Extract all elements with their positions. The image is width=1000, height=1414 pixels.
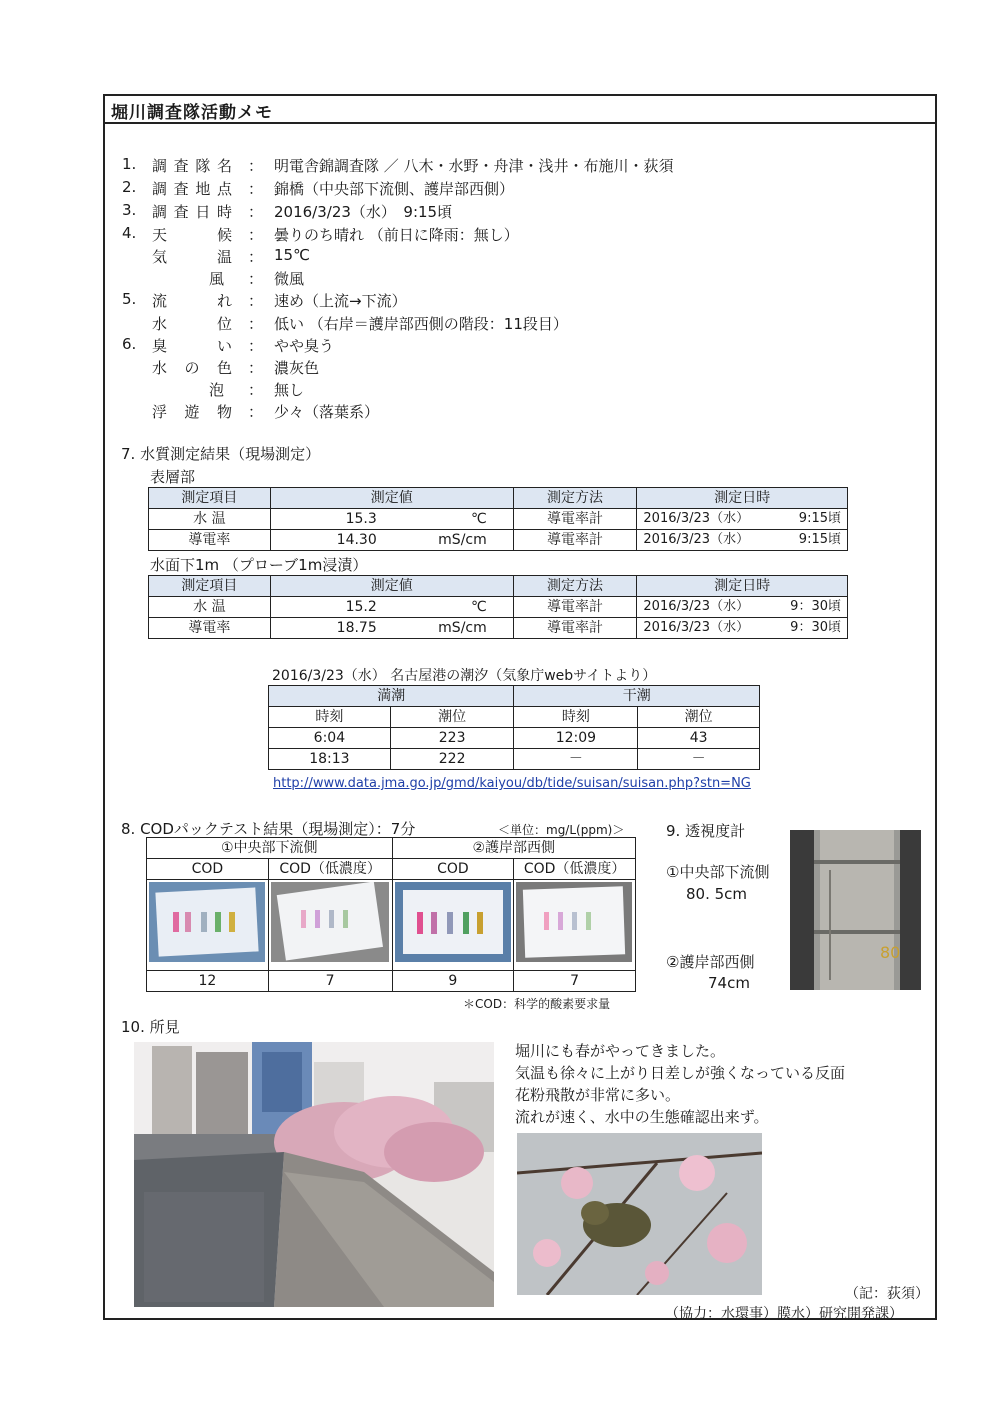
table-cell: 222: [390, 749, 514, 770]
item-label: 泡: [208, 381, 224, 399]
cell-method: 導電率計: [513, 597, 637, 618]
cod-test-photo: [395, 882, 511, 962]
bird-blossom-photo: [517, 1133, 762, 1295]
item-label: 水位: [152, 315, 232, 333]
cell-item: 導電率: [149, 618, 271, 639]
tide-caption: 2016/3/23（水） 名古屋港の潮汐（気象庁webサイトより）: [272, 668, 657, 684]
cell-method: 導電率計: [513, 530, 637, 551]
high-tide-header: 満潮: [269, 686, 514, 707]
item-separator: ：: [248, 270, 264, 288]
cell-unit: ℃: [471, 511, 487, 527]
item-separator: ：: [248, 226, 264, 244]
table-cell: －: [514, 749, 638, 770]
col-header: 潮位: [638, 707, 760, 728]
point1-label: ①中央部下流側: [666, 863, 770, 881]
findings-line: 堀川にも春がやってきました。: [515, 1042, 726, 1060]
cell-value: 15.3: [345, 511, 377, 527]
item-label: 天候: [152, 226, 232, 244]
cod-note: ＊COD：科学的酸素要求量: [463, 997, 611, 1011]
col-header: 時刻: [514, 707, 638, 728]
item-value: 無し: [274, 381, 305, 399]
item-separator: ：: [248, 248, 264, 266]
credit-note: （協力：水環事）膜水）研究開発課）: [665, 1306, 903, 1322]
item-label: 調査日時: [152, 203, 232, 221]
cell-value: 15.2: [345, 599, 377, 615]
cell-unit: mS/cm: [438, 532, 487, 548]
col-header: 潮位: [390, 707, 514, 728]
cell-method: 導電率計: [513, 509, 637, 530]
table-cell: －: [638, 749, 760, 770]
item-label: 調査隊名: [152, 157, 232, 175]
cell-time: 9：30頃: [790, 599, 841, 614]
cell-method: 導電率計: [513, 618, 637, 639]
table-row: [149, 509, 848, 530]
item-separator: ：: [248, 381, 264, 399]
item-value: 速め（上流→下流）: [274, 292, 407, 310]
cod-value: 9: [392, 971, 514, 992]
table-cell: 43: [638, 728, 760, 749]
findings-line: 花粉飛散が非常に多い。: [515, 1086, 681, 1104]
cell-date: 2016/3/23（水）: [643, 532, 750, 547]
col-header: 時刻: [269, 707, 391, 728]
item-separator: ：: [248, 180, 264, 198]
col-header: COD: [392, 859, 514, 880]
col-header: 測定日時: [637, 576, 848, 597]
cell-time: 9:15頃: [798, 511, 841, 526]
cod-test-photo: [149, 882, 265, 962]
item-label: 流れ: [152, 292, 232, 310]
item-label: 気温: [152, 248, 232, 266]
point2-label: ②護岸部西側: [666, 953, 755, 971]
transparency-heading: 9. 透視度計: [666, 822, 746, 840]
cell-time: 9:15頃: [798, 532, 841, 547]
table-row: [269, 728, 760, 749]
cell-date: 2016/3/23（水）: [643, 599, 750, 614]
cod-unit: ＜単位：mg/L(ppm)＞: [498, 823, 625, 837]
table-row: [149, 530, 848, 551]
table-row: [269, 749, 760, 770]
cod-photo-cell: [268, 880, 392, 971]
item-value: 錦橋（中央部下流側、護岸部西側）: [274, 180, 515, 198]
item-value: やや臭う: [274, 337, 335, 355]
jma-link[interactable]: http://www.data.jma.go.jp/gmd/kaiyou/db/tide/suisan/suisan.php?stn=NG: [273, 776, 751, 791]
cell-item: 水 温: [149, 509, 271, 530]
tide-table: [268, 685, 760, 770]
item-label: 臭い: [152, 337, 232, 355]
item-separator: ：: [248, 203, 264, 221]
recorder-note: （記：荻須）: [845, 1286, 929, 1302]
title-divider: [103, 122, 937, 124]
item-number: 1.: [122, 155, 137, 173]
cod-heading: 8. CODパックテスト結果（現場測定）：7分: [121, 820, 416, 838]
transparency-tube-photo: [790, 830, 921, 990]
findings-line: 気温も徐々に上がり日差しが強くなっている反面: [515, 1064, 846, 1082]
cell-time: 9：30頃: [790, 620, 841, 635]
col-header: COD（低濃度）: [268, 859, 392, 880]
item-value: 2016/3/23（水） 9:15頃: [274, 203, 453, 221]
findings-line: 流れが速く、水中の生態確認出来ず。: [515, 1108, 769, 1126]
col-header: 測定方法: [513, 488, 637, 509]
cod-table: [146, 837, 636, 992]
table-cell: 18:13: [269, 749, 391, 770]
item-label: 水の色: [152, 359, 232, 377]
item-separator: ：: [248, 157, 264, 175]
table-cell: 6:04: [269, 728, 391, 749]
item-number: 5.: [122, 290, 137, 308]
col-header: 測定項目: [149, 576, 271, 597]
table-row: [149, 597, 848, 618]
surface-table: [148, 487, 848, 551]
cod-test-photo: [271, 882, 389, 962]
item-separator: ：: [248, 315, 264, 333]
wq-heading: 7. 水質測定結果（現場測定）: [121, 445, 321, 463]
item-number: 3.: [122, 201, 137, 219]
group-header: ①中央部下流側: [147, 838, 393, 859]
item-number: 4.: [122, 224, 137, 242]
item-value: 濃灰色: [274, 359, 320, 377]
surface-label: 表層部: [150, 468, 196, 486]
page-title: 堀川調査隊活動メモ: [111, 103, 273, 123]
item-value: 少々（落葉系）: [274, 403, 380, 421]
item-label: 風: [208, 270, 224, 288]
item-value: 低い （右岸＝護岸部西側の階段：11段目）: [274, 315, 568, 333]
cell-date: 2016/3/23（水）: [643, 620, 750, 635]
item-label: 調査地点: [152, 180, 232, 198]
cod-value: 12: [147, 971, 269, 992]
table-cell: 12:09: [514, 728, 638, 749]
point1-value: 80. 5cm: [686, 885, 748, 903]
cell-value: 14.30: [336, 532, 377, 548]
scale-mark: 80: [880, 943, 901, 962]
item-separator: ：: [248, 359, 264, 377]
col-header: COD: [147, 859, 269, 880]
item-separator: ：: [248, 337, 264, 355]
item-number: 6.: [122, 335, 137, 353]
item-separator: ：: [248, 292, 264, 310]
col-header: 測定日時: [637, 488, 848, 509]
table-cell: 223: [390, 728, 514, 749]
item-value: 微風: [274, 270, 305, 288]
findings-heading: 10. 所見: [121, 1018, 180, 1036]
col-header: 測定方法: [513, 576, 637, 597]
cell-item: 導電率: [149, 530, 271, 551]
low-tide-header: 干潮: [514, 686, 760, 707]
col-header: 測定値: [270, 576, 513, 597]
item-label: 浮遊物: [152, 403, 232, 421]
cell-value: 18.75: [336, 620, 377, 636]
col-header: 測定項目: [149, 488, 271, 509]
cod-value: 7: [514, 971, 636, 992]
cod-photo-cell: [392, 880, 514, 971]
item-value: 明電舎錦調査隊 ／ 八木・水野・舟津・浅井・布施川・荻須: [274, 157, 674, 175]
cod-test-photo: [516, 882, 632, 962]
cell-date: 2016/3/23（水）: [643, 511, 750, 526]
deep-label: 水面下1m （プローブ1m浸漬）: [150, 556, 368, 574]
col-header: COD（低濃度）: [514, 859, 636, 880]
table-row: [149, 618, 848, 639]
river-photo: [134, 1042, 494, 1307]
col-header: 測定値: [270, 488, 513, 509]
cod-value: 7: [268, 971, 392, 992]
cod-photo-cell: [147, 880, 269, 971]
item-value: 曇りのち晴れ （前日に降雨：無し）: [274, 226, 519, 244]
item-value: 15℃: [274, 246, 310, 264]
point2-value: 74cm: [708, 974, 750, 992]
cell-unit: mS/cm: [438, 620, 487, 636]
cell-item: 水 温: [149, 597, 271, 618]
item-number: 2.: [122, 178, 137, 196]
cell-unit: ℃: [471, 599, 487, 615]
deep-table: [148, 575, 848, 639]
group-header: ②護岸部西側: [392, 838, 636, 859]
cod-photo-cell: [514, 880, 636, 971]
item-separator: ：: [248, 403, 264, 421]
